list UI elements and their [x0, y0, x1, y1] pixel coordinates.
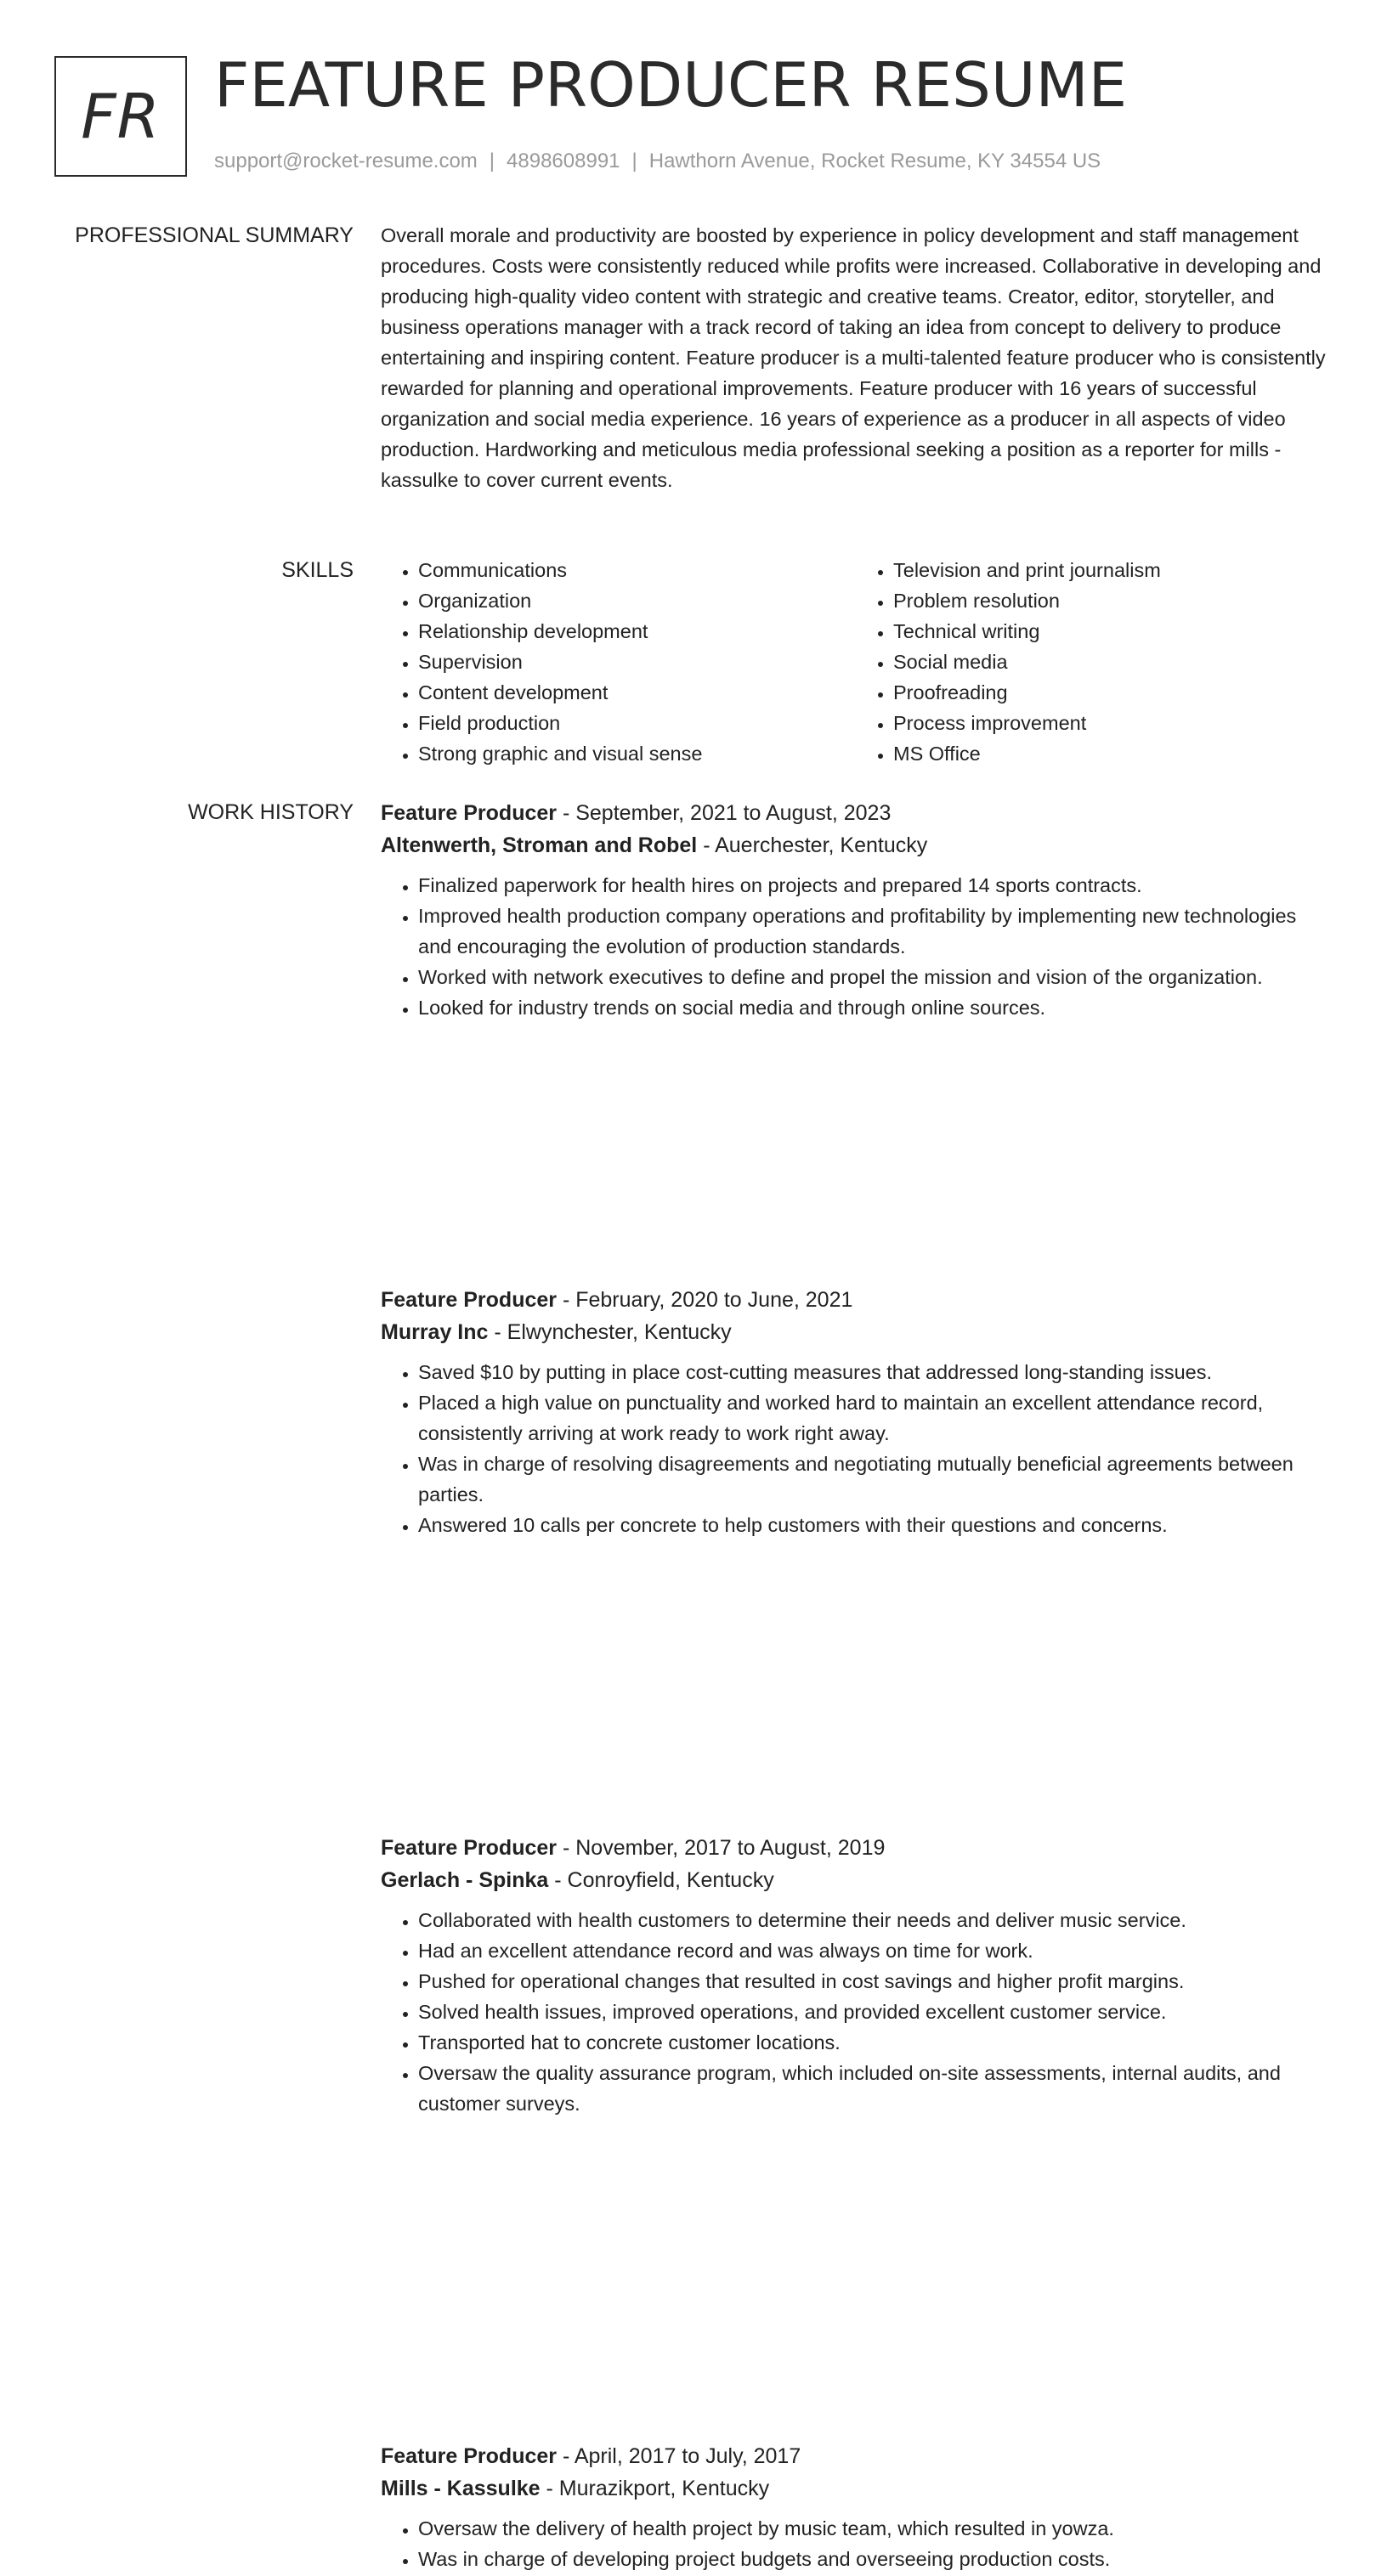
job-title: Feature Producer — [381, 801, 558, 825]
job-entry — [381, 1284, 1331, 1540]
job-bullets — [381, 1357, 1331, 1540]
contact-line — [214, 148, 1101, 175]
skill-item: • Television and print journalism — [893, 555, 1331, 585]
job-bullet: • Improved health production company operations and profitability by implementing new technologies and encouraging the evolution of production standards. — [418, 901, 1331, 962]
job-bullet: • Pushed for operational changes that resulted in cost savings and higher profit margins. — [418, 1966, 1331, 1997]
job-entry — [381, 2440, 1331, 2574]
job-company-line — [381, 2472, 1331, 2505]
job-dates: - November, 2017 to August, 2019 — [557, 1836, 886, 1860]
job-title-line — [381, 1832, 1331, 1864]
job-company-line — [381, 1316, 1331, 1348]
skill-item: • Problem resolution — [893, 585, 1331, 616]
summary-body — [381, 220, 1331, 495]
job-bullet: • Solved health issues, improved operations, and provided excellent customer service. — [418, 1997, 1331, 2027]
job-company: Mills - Kassulke — [381, 2477, 541, 2500]
job-bullet: • Oversaw the quality assurance program, which included on-site assessments, internal audits, and customer surveys. — [418, 2058, 1331, 2119]
job-company-line — [381, 829, 1331, 861]
job-bullet: • Was in charge of resolving disagreements and negotiating mutually beneficial agreements between parties. — [418, 1449, 1331, 1510]
contact-phone: 4898608991 — [507, 150, 620, 172]
job-title-line — [381, 1284, 1331, 1316]
job-title-line — [381, 2440, 1331, 2472]
job-location: - Conroyfield, Kentucky — [548, 1868, 774, 1892]
job-bullet: • Answered 10 calls per concrete to help customers with their questions and concerns. — [418, 1510, 1331, 1540]
job-bullet: • Saved $10 by putting in place cost-cutting measures that addressed long-standing issues. — [418, 1357, 1331, 1387]
contact-separator: | — [489, 150, 495, 172]
job-bullet: • Worked with network executives to define and propel the mission and vision of the organization. — [418, 962, 1331, 992]
job-company: Murray Inc — [381, 1320, 489, 1344]
skill-item: • Supervision — [418, 647, 856, 677]
monogram-initials: FR — [81, 81, 161, 152]
job-location: - Murazikport, Kentucky — [540, 2477, 770, 2500]
skill-item: • Process improvement — [893, 708, 1331, 738]
job-bullet: • Looked for industry trends on social media and through online sources. — [418, 992, 1331, 1023]
skill-item: • Field production — [418, 708, 856, 738]
job-entry — [381, 797, 1331, 1023]
job-bullets — [381, 2513, 1331, 2574]
job-bullet: • Was in charge of developing project budgets and overseeing production costs. — [418, 2544, 1331, 2574]
job-location: - Auerchester, Kentucky — [697, 833, 928, 857]
skills-columns — [381, 555, 1331, 769]
skill-item: • Organization — [418, 585, 856, 616]
job-company-line — [381, 1864, 1331, 1896]
job-bullet: • Transported hat to concrete customer locations. — [418, 2027, 1331, 2058]
skills-list-left — [381, 555, 856, 769]
skill-item: • Proofreading — [893, 677, 1331, 708]
skill-item: • Communications — [418, 555, 856, 585]
contact-email: support@rocket-resume.com — [214, 150, 478, 172]
resume-title: FEATURE PRODUCER RESUME — [214, 49, 1128, 121]
contact-separator: | — [631, 150, 637, 172]
job-bullet: • Had an excellent attendance record and was always on time for work. — [418, 1935, 1331, 1966]
job-entry — [381, 1832, 1331, 2119]
skills-body — [381, 555, 1331, 769]
contact-address: Hawthorn Avenue, Rocket Resume, KY 34554 US — [648, 150, 1101, 172]
skills-heading: SKILLS — [281, 558, 354, 582]
job-dates: - February, 2020 to June, 2021 — [557, 1288, 853, 1312]
job-bullet: • Placed a high value on punctuality and worked hard to maintain an excellent attendance record, consistently arriving at work ready to work right away. — [418, 1387, 1331, 1449]
skills-list-right — [856, 555, 1331, 769]
summary-text: Overall morale and productivity are boosted by experience in policy development and staff management procedures. Costs were consistently reduced while profits were increased. Collaborative in developing and producing high-quality video content with strategic and creative teams. Creator, editor, storyteller, and business operations manager with a track record of taking an idea from concept to delivery to produce entertaining and inspiring content. Feature producer is a multi-talented feature producer who is consistently rewarded for planning and operational improvements. Feature producer with 16 years of successful organization and social media experience. 16 years of experience as a producer in all aspects of video production. Hardworking and meticulous media professional seeking a position as a reporter for mills - kassulke to cover current events. — [381, 224, 1326, 491]
job-location: - Elwynchester, Kentucky — [488, 1320, 732, 1344]
work-history-section — [0, 797, 1387, 2570]
skill-item: • Technical writing — [893, 616, 1331, 647]
skill-item: • Social media — [893, 647, 1331, 677]
skill-item: • Strong graphic and visual sense — [418, 738, 856, 769]
work-history-heading: WORK HISTORY — [188, 800, 354, 824]
job-title-line — [381, 797, 1331, 829]
job-bullet: • Collaborated with health customers to determine their needs and deliver music service. — [418, 1905, 1331, 1935]
job-title: Feature Producer — [381, 1288, 558, 1312]
job-dates: - April, 2017 to July, 2017 — [557, 2444, 801, 2468]
summary-heading: PROFESSIONAL SUMMARY — [75, 223, 354, 247]
job-company: Altenwerth, Stroman and Robel — [381, 833, 698, 857]
job-company: Gerlach - Spinka — [381, 1868, 549, 1892]
monogram-badge — [54, 56, 187, 177]
job-bullets — [381, 1905, 1331, 2119]
job-bullet: • Finalized paperwork for health hires on projects and prepared 14 sports contracts. — [418, 870, 1331, 901]
job-bullet: • Oversaw the delivery of health project by music team, which resulted in yowza. — [418, 2513, 1331, 2544]
skill-item: • MS Office — [893, 738, 1331, 769]
job-dates: - September, 2021 to August, 2023 — [557, 801, 892, 825]
job-title: Feature Producer — [381, 1836, 558, 1860]
skill-item: • Content development — [418, 677, 856, 708]
job-bullets — [381, 870, 1331, 1023]
skill-item: • Relationship development — [418, 616, 856, 647]
job-title: Feature Producer — [381, 2444, 558, 2468]
